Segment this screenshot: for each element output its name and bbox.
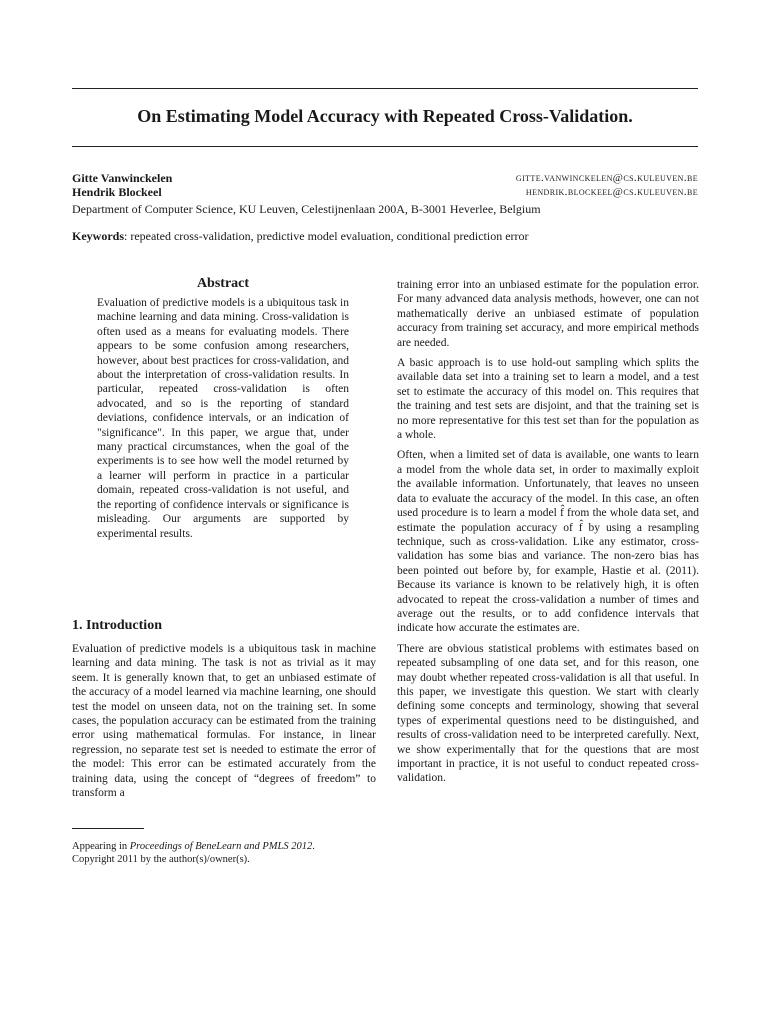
- paper-title: On Estimating Model Accuracy with Repeated Cross-Validation.: [137, 106, 633, 126]
- author-name: Hendrik Blockeel: [72, 185, 162, 199]
- abstract-paragraph: Evaluation of predictive models is a ubiquitous task in machine learning and data mining. Cross-validation is often used as a means for evaluating models. There appears to be some confusion among researchers, however, about best practices for cross-validation, and about the interpretation of cross-validation results. In particular, repeated cross-validation is often advocated, and so is the reporting of standard deviations, confidence intervals, or an indication of "significance". In this paper, we argue that, under many practical circumstances, when the goal of the experiments is to see how well the model returned by a learner will perform in practice in a particular domain, repeated cross-validation is not useful, and the reporting of confidence intervals or significance is misleading. Our arguments are supported by experimental results.: [97, 297, 349, 540]
- body-paragraph: There are obvious statistical problems with estimates based on repeated subsampling of one data set, and for this reason, one may doubt whether repeated cross-validation is all that useful. In this paper, we investigate this question. We start with clearly defining some concepts and terminology, showing that several types of experimental questions need to be distinguished, and results of cross-validation need to be interpreted carefully. Next, we show experimentally that for the questions that are most important in practice, it is not useful to conduct repeated cross-validation.: [397, 642, 699, 785]
- body-paragraph: A basic approach is to use hold-out sampling which splits the available data set into a training set to learn a model, and a test set to estimate the accuracy of this model on. This requires that the training and test sets are disjoint, and that the training set is no more representative for this test set than for the population as a whole.: [397, 357, 699, 442]
- footnote-venue: Proceedings of BeneLearn and PMLS 2012: [129, 841, 313, 852]
- footnote: [72, 840, 382, 866]
- introduction-text: [72, 642, 376, 800]
- author-email: gitte.vanwinckelen@cs.kuleuven.be: [515, 172, 698, 184]
- footnote-prefix: Appearing in: [72, 841, 130, 852]
- title-rule-bottom: [72, 146, 698, 147]
- author-row: [72, 171, 698, 185]
- right-column-text: [397, 278, 699, 786]
- abstract-heading: Abstract: [196, 276, 250, 291]
- author-email: hendrik.blockeel@cs.kuleuven.be: [525, 186, 698, 198]
- keywords-line: [72, 229, 698, 243]
- footnote-suffix: .: [312, 841, 315, 852]
- body-paragraph: training error into an unbiased estimate for the population error. For many advanced data analysis methods, however, one can not mathematically derive an unbiased estimate of population accuracy from training set accuracy, and more empirical methods are needed.: [397, 279, 699, 349]
- author-row: [72, 185, 698, 199]
- footnote-rule: [72, 828, 144, 829]
- introduction-paragraph: Evaluation of predictive models is a ubiquitous task in machine learning and data mining. The task is not as trivial as it may seem. It is generally known that, to get an unbiased estimate of the accuracy of a model learned via machine learning, one should test the model on unseen data, not on the training set. In some cases, the population accuracy can be estimated from the training error using mathematical formulas. For instance, in linear regression, no separate test set is needed to estimate the error of the model: This error can be estimated accurately from the training data, using the concept of “degrees of freedom” to transform a: [72, 643, 376, 800]
- author-name: Gitte Vanwinckelen: [72, 171, 173, 185]
- body-paragraph: Often, when a limited set of data is available, one wants to learn a model from the whole data set, in order to maximally exploit the available information. Unfortunately, that leaves no unseen data to evaluate the accuracy of the model. In this case, an often used procedure is to learn a model f̂ from the whole data set, and estimate the population accuracy of f̂ by using a resampling technique, such as cross-validation. Like any estimator, cross-validation has some bias and variance. The non-zero bias has been pointed out before by, for example, Hastie et al. (2011). Because its variance is known to be relatively high, it is often advocated to repeat the cross-validation a number of times and average out the results, or to add confidence intervals that indicate how accurate the estimates are.: [397, 449, 699, 635]
- keywords-text: : repeated cross-validation, predictive model evaluation, conditional prediction error: [124, 229, 529, 243]
- abstract-text: [97, 296, 349, 541]
- affiliation: Department of Computer Science, KU Leuven, Celestijnenlaan 200A, B-3001 Heverlee, Belgium: [72, 202, 541, 216]
- footnote-copyright: Copyright 2011 by the author(s)/owner(s).: [72, 854, 250, 865]
- keywords-label: Keywords: [72, 229, 124, 243]
- section-heading-introduction: 1. Introduction: [72, 618, 162, 633]
- title-rule-top: [72, 88, 698, 89]
- footnote-venue-line: [72, 840, 382, 853]
